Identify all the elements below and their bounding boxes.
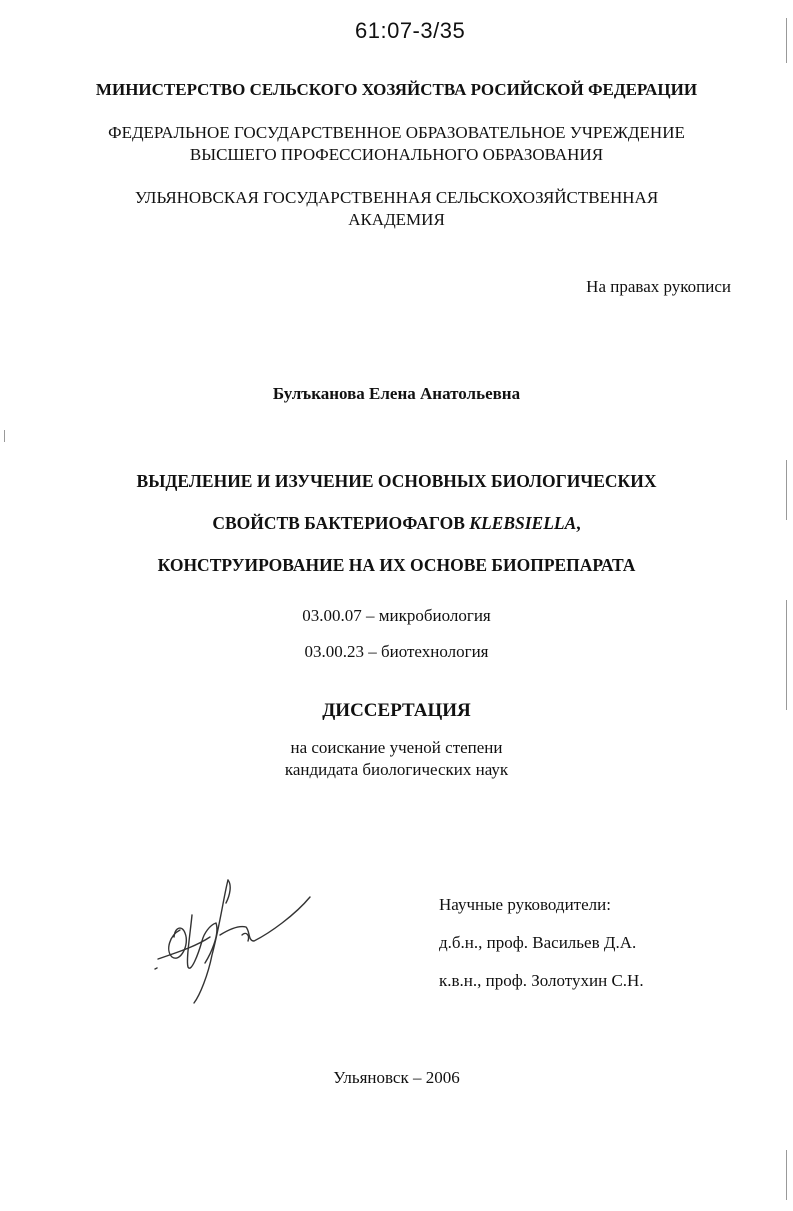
archive-code: 61:07-3/35 (355, 18, 466, 43)
handwritten-signature (150, 875, 320, 1010)
title-line-3: КОНСТРУИРОВАНИЕ НА ИХ ОСНОВЕ БИОПРЕПАРАТА (157, 555, 636, 575)
specialty-1: 03.00.07 – микробиология (302, 606, 491, 625)
scan-edge-mark (786, 460, 787, 520)
ministry-heading: МИНИСТЕРСТВО СЕЛЬСКОГО ХОЗЯЙСТВА РОСИЙСКОЙ ФЕДЕРАЦИИ (95, 80, 698, 99)
title-genus: KLEBSIELLA (469, 513, 577, 533)
title-line-2-suffix: , (576, 513, 581, 533)
supervisors-heading: Научные руководители: (439, 895, 611, 914)
institution-block (0, 122, 793, 166)
institution-line-2: ВЫСШЕГО ПРОФЕССИОНАЛЬНОГО ОБРАЗОВАНИЯ (189, 145, 604, 164)
specialty-2: 03.00.23 – биотехнология (304, 642, 489, 661)
title-line-2-prefix: СВОЙСТВ БАКТЕРИОФАГОВ (212, 513, 465, 533)
scan-edge-mark (786, 600, 787, 710)
supervisors-block (439, 886, 644, 1000)
document-type: ДИССЕРТАЦИЯ (322, 700, 471, 721)
scan-edge-mark (4, 430, 5, 442)
degree-block (0, 737, 793, 781)
title-line-1: ВЫДЕЛЕНИЕ И ИЗУЧЕНИЕ ОСНОВНЫХ БИОЛОГИЧЕСКИХ (136, 471, 657, 491)
place-year: Ульяновск – 2006 (333, 1068, 460, 1087)
academy-line-2: АКАДЕМИЯ (348, 210, 445, 229)
degree-line-1: на соискание ученой степени (290, 738, 503, 757)
scan-edge-mark (786, 1150, 787, 1200)
supervisor-1: д.б.н., проф. Васильев Д.А. (439, 933, 637, 952)
scan-edge-mark (786, 18, 787, 63)
author-name: Булъканова Елена Анатольевна (272, 384, 521, 403)
institution-line-1: ФЕДЕРАЛЬНОЕ ГОСУДАРСТВЕННОЕ ОБРАЗОВАТЕЛЬНОЕ УЧРЕЖДЕНИЕ (108, 123, 685, 142)
title-line-2 (0, 502, 793, 544)
academy-block (0, 187, 793, 231)
manuscript-note: На правах рукописи (586, 277, 731, 296)
dissertation-title (0, 460, 793, 586)
degree-line-2: кандидата биологических наук (284, 760, 509, 779)
supervisor-2: к.в.н., проф. Золотухин С.Н. (439, 971, 644, 990)
academy-line-1: УЛЬЯНОВСКАЯ ГОСУДАРСТВЕННАЯ СЕЛЬСКОХОЗЯЙСТВЕННАЯ (134, 188, 659, 207)
